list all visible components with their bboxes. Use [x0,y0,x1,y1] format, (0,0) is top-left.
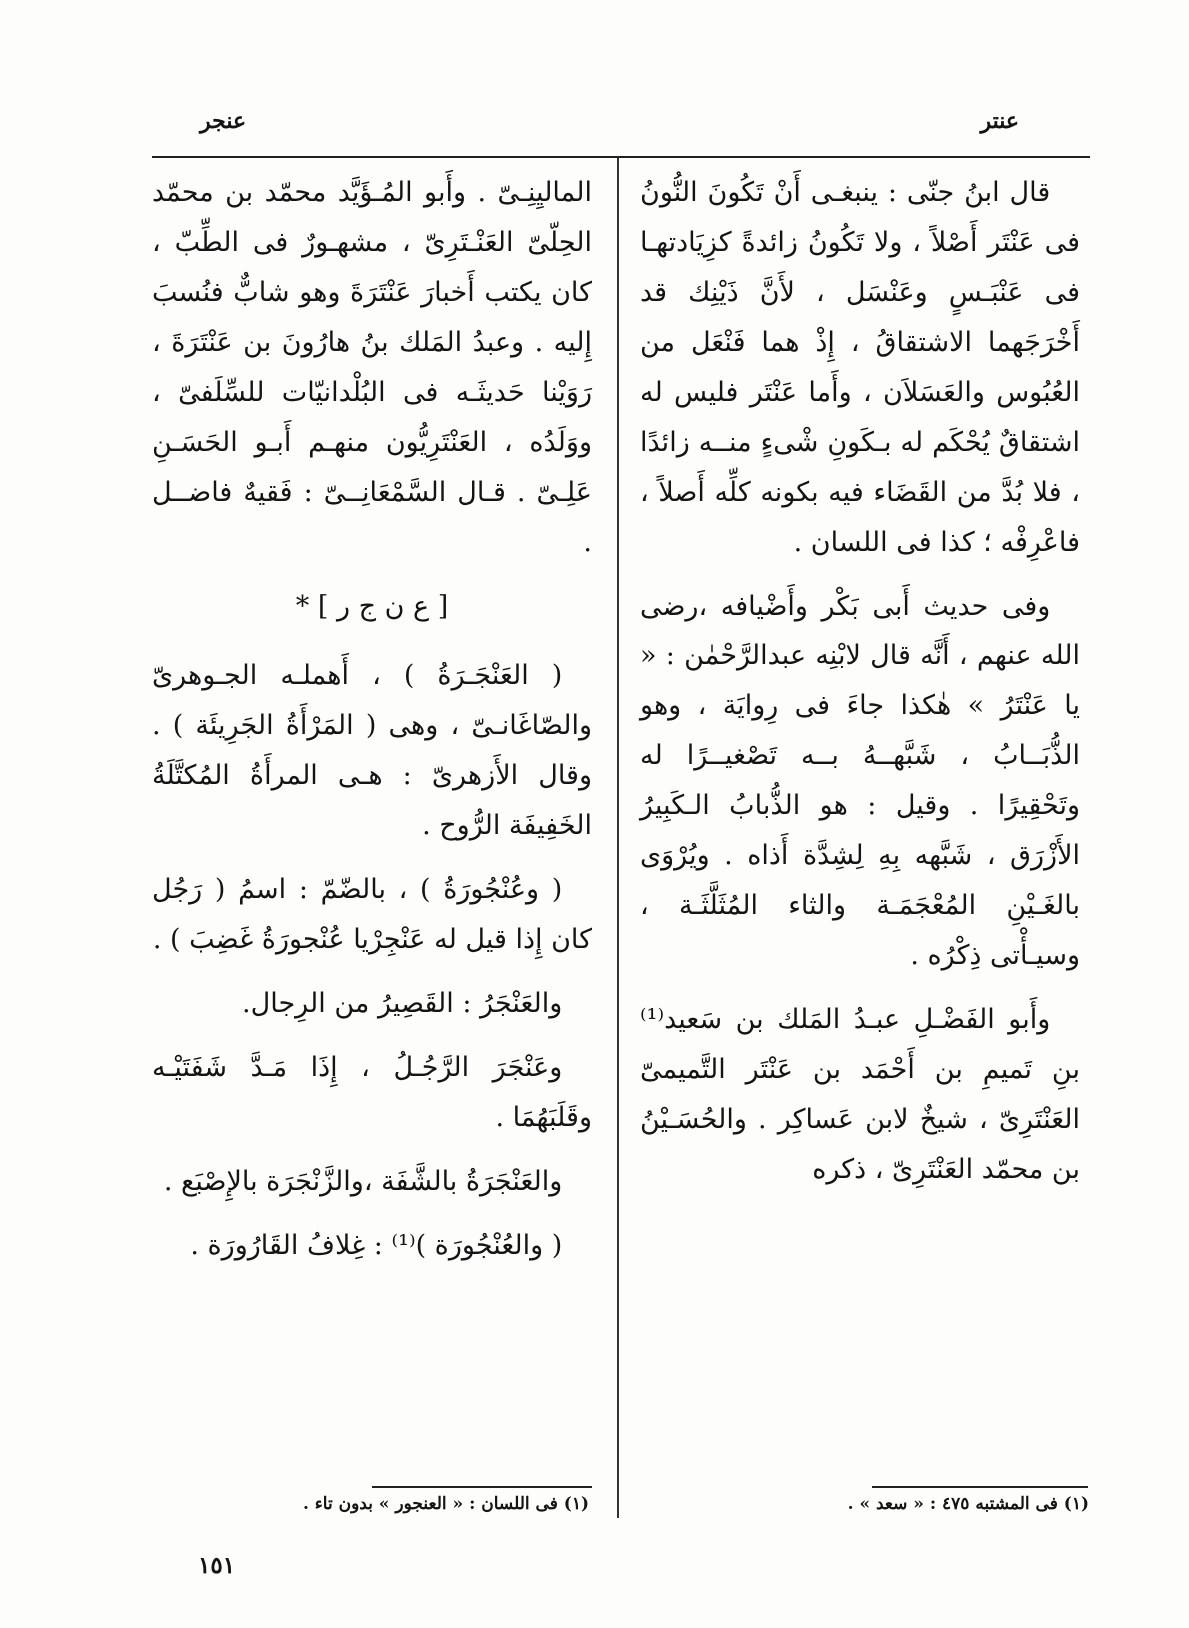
paragraph: الماليِنِـىّ . وأَبو المُـؤَيَّد محمّد بن محمّد الحِلّىّ العَنْـتَرِىّ ، مشهـورٌ فى الطِّبّ ، كان يكتب أَخبارَ عَنْتَرَةَ وهو شابٌّ فنُسبَ إِليه . وعبدُ المَلك بنُ هارُونَ بن عَنْتَرَةَ ، رَوَيْنا حَديثَـه فى البُلْدانيّات للسِّلَفىّ ، ووَلَدُه ، العَنْتَرِيُّون منهـم أَبـو الحَسَـنِ عَلِـىّ . قـال السَّمْعَانِــىّ : فَقيهٌ فاضــل . [152,177,592,558]
running-header-left: عنجر [200,108,247,134]
paragraph: وعَنْجَرَ الرَّجُـلُ ، إِذَا مَـدَّ شَفَتَيْـه وقَلَبَهُمَا . [152,1052,592,1133]
footnote-right: (١) فى المشتبه ٤٧٥ : « سعد » . [847,1494,1089,1514]
paragraph: ( العَنْجَـرَةُ ) ، أَهملـه الجـوهرىّ والصّاغَانـىّ ، وهى ( المَرْأَةُ الجَرِيئَة ) . وقال الأَزهرىّ : هـى المرأَةُ المُكتَّلَةُ الخَفِيفَة الرُّوح . [152,660,592,842]
running-header-right: عنتر [980,108,1019,134]
footnote-rule-right [872,1486,1088,1488]
paragraph: ( وعُنْجُورَةُ ) ، بالضّمّ : اسمُ ( رَجُل كان إِذا قيل له عَنْجِرْيا عُنْجورَةُ غَضِبَ ) . [152,874,592,956]
paragraph: والعَنْجَرَةُ بالشَّفَة ،والزَّنْجَرَة بالإِصْبَع . [163,1165,563,1197]
header-rule [152,156,1090,158]
footnote-left: (١) فى اللسان : « العنجور » بدون تاء . [302,1494,589,1514]
left-column [152,168,592,1285]
paragraph: قال ابنُ جنّى : ينبغـى أَنْ تَكُونَ النُّونُ فى عَنْتَر أَصْلاً ، ولا تَكُونُ زائدةً كزِيَادتهـا فى عَنْبَـسٍ وعَنْسَل ، لأَنَّ ذَيْنِك قد أَخْرَجَهما الاشتقاقُ ، إِذْ هما فَنْعَل من العُبُوس والعَسَلاَن ، وأَما عَنْتَر فليس له اشتقاقٌ يُحْكَم له بـكَونِ شْىءٍ منــه زائدًا ، فلا بُدَّ من القَضَاء فيه بكونه كلِّه أَصلاً ، فاعْرِفْه ؛ كذا فى اللسان . [640,177,1080,558]
paragraph: وفى حديث أَبى بَكْر وأَضْيافه ،رضى الله عنهم ، أَنَّه قال لابْنِه عبدالرَّحْمٰن : « يا عَنْتَرُ » هٰكذا جاءَ فى رِوايَة ، وهو الذُّبَــابُ ، شَبَّهــهُ بــه تَصْغيــرًا له وتَحْقِيرًا . وقيل : هو الذُّبابُ الـكَبِيرُ الأَزْرَق ، شَبَّهه بِهِ لِشِدَّة أَذاه . ويُرْوَى بالغَـيْنِ المُعْجَمَـة والثاء المُثَلَّثَـة ، وسيـأْتى ذِكْرُه . [640,590,1080,972]
root-heading: [ ع ن ج ر ] * [295,590,449,622]
right-column [640,168,1080,1209]
footnote-rule-left [372,1486,592,1488]
paragraph: والعَنْجَرُ : القَصِيرُ من الرِجال. [242,988,563,1020]
column-divider [617,158,619,1518]
paragraph: وأَبو الفَضْـلِ عبـدُ المَلك بن سَعيد⁽¹⁾ بنِ تَميمِ بن أَحْمَد بن عَنْتَر التَّميمىّ العَنْتَرِىّ ، شيخٌ لابن عَساكِر . والحُسَـيْنُ بن محمّد العَنْتَرِىّ ، ذكره [640,1004,1080,1185]
paragraph: ( والعُنْجُورَة )⁽¹⁾ : غِلافُ القَارُورَة . [190,1229,563,1261]
page-number: ١٥١ [198,1552,236,1579]
